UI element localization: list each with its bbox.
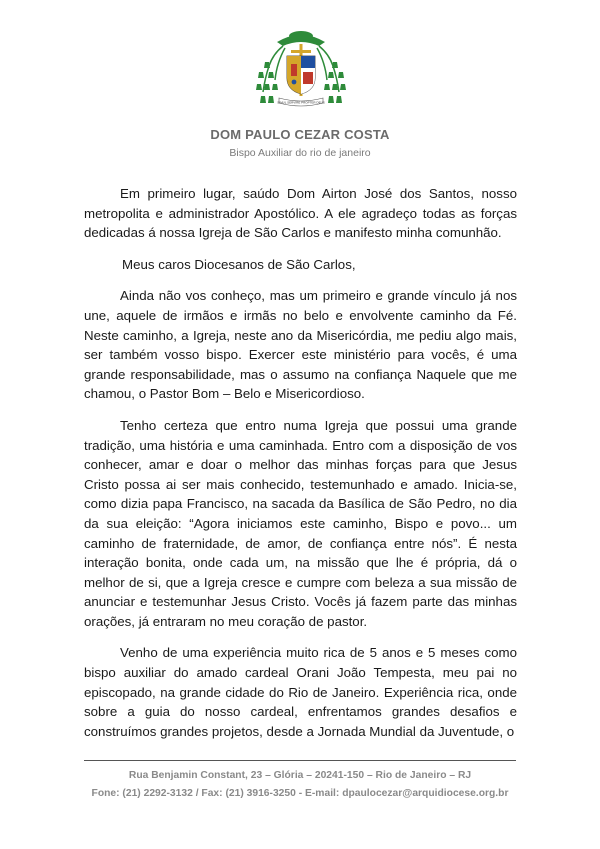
paragraph-salutation: Meus caros Diocesanos de São Carlos, bbox=[122, 256, 356, 272]
paragraph-faith-bond: Ainda não vos conheço, mas um primeiro e grande vínculo já nos une, aquele de irmãos e irmãs no belo e envolvente caminho da Fé. Neste caminho, a Igreja, neste ano da Misericórdia, me pediu algo mais, ser também vosso bispo. Exercer este ministério para vocês, é uma grande responsabilidade, mas o assumo na confiança Naquele que me chamou, o Pastor Bom – Belo e Misericordioso. bbox=[84, 288, 517, 402]
footer-divider bbox=[84, 760, 516, 761]
bishop-name: DOM PAULO CEZAR COSTA bbox=[210, 127, 390, 142]
paragraph-rio-experience: Venho de uma experiência muito rica de 5 anos e 5 meses como bispo auxiliar do amado cardeal Orani João Tempesta, meu pai no episcopado, na grande cidade do Rio de Janeiro. Experiência rica, onde sobre a guia do nosso cardeal, enfrentamos grandes desafios e construímos grandes projetos, desde a Jornada Mundial da Juventude, o bbox=[84, 645, 517, 739]
footer-contact: Fone: (21) 2292-3132 / Fax: (21) 3916-3250 - E-mail: dpaulocezar@arquidiocese.org.br bbox=[91, 788, 509, 799]
bishop-role: Bispo Auxiliar do rio de janeiro bbox=[229, 147, 371, 159]
coat-of-arms bbox=[255, 22, 347, 110]
paragraph-greeting-metropolitan: Em primeiro lugar, saúdo Dom Airton José dos Santos, nosso metropolita e administrador Apostólico. A ele agradeço todas as forças dedicadas á nossa Igreja de São Carlos e manifesto minha comunhão. bbox=[84, 186, 517, 241]
motto-text: SIMUL SERVIRE PROPTER DEUS bbox=[277, 100, 325, 105]
footer-address: Rua Benjamin Constant, 23 – Glória – 20241-150 – Rio de Janeiro – RJ bbox=[128, 770, 472, 781]
paragraph-church-tradition: Tenho certeza que entro numa Igreja que possui uma grande tradição, uma história e uma caminhada. Entro com a disposição de vos conhecer, amar e doar o melhor das minhas forças para que Jesus Cristo possa ai ser mais conhecido, testemunhado e amado. Inicia-se, como dizia papa Francisco, na sacada da Basílica de São Pedro, no dia da sua eleição: “Agora iniciamos este caminho, Bispo e povo... um caminho de fraternidade, de amor, de confiança entre nós”. É nesta interação bonita, onde cada um, na missão que lhe é própria, dá o melhor de si, que a Igreja cresce e cumpre com beleza a sua missão de anunciar e testemunhar Jesus Cristo. Vocês já fazem parte das minhas orações, já entraram no meu coração de pastor. bbox=[84, 417, 517, 629]
letter-body bbox=[84, 184, 517, 753]
